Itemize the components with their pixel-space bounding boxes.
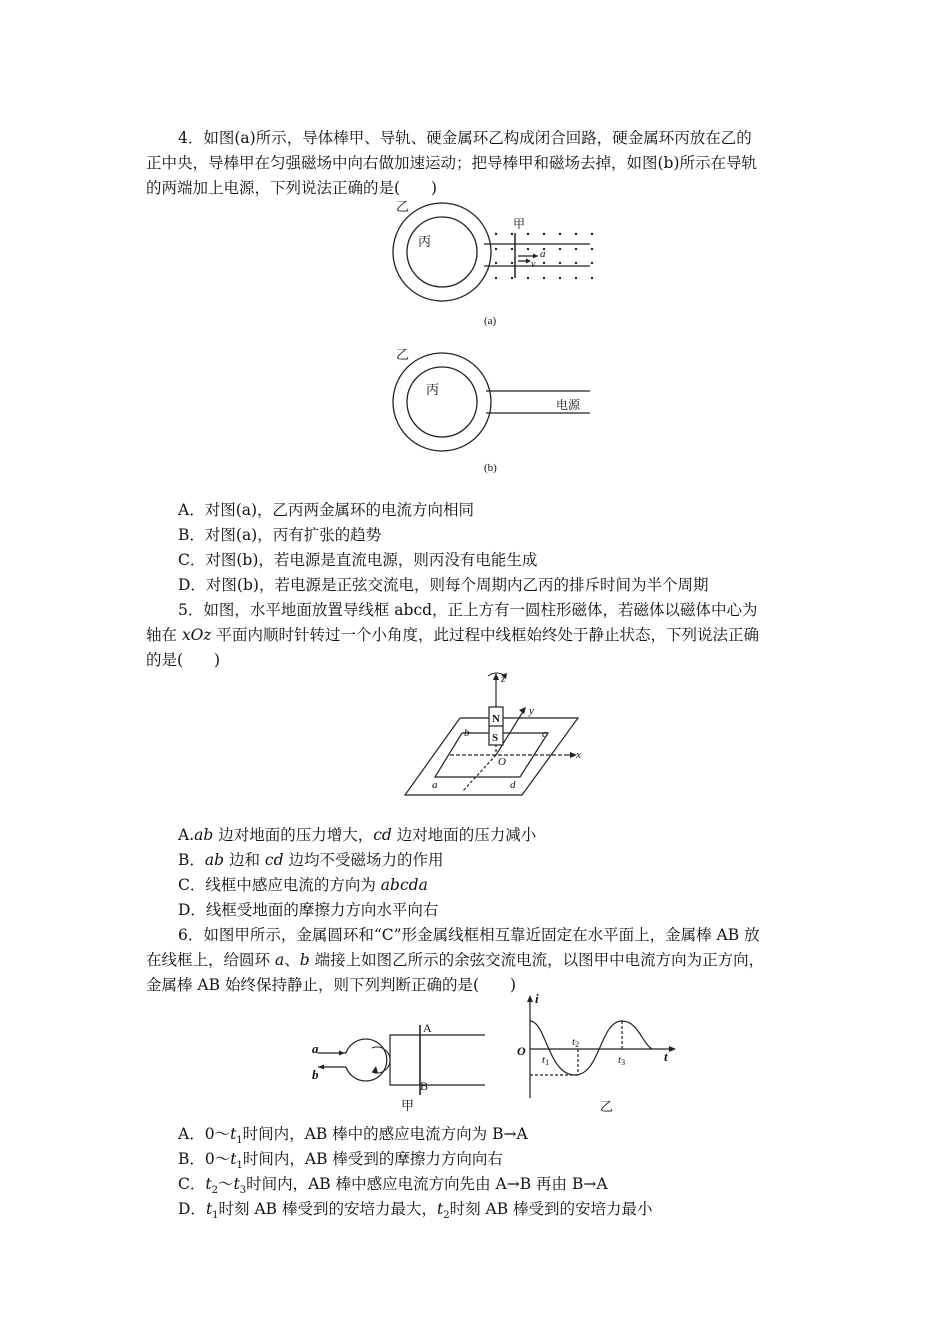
q6-b-sub: 1 — [236, 1160, 243, 1172]
tick-t1-label: t1 — [542, 1054, 550, 1067]
q6-c-sub1: 2 — [211, 1185, 218, 1197]
q5-option-c — [178, 873, 428, 897]
q6-var-a: a — [274, 951, 285, 969]
q5-line-1 — [178, 598, 758, 622]
figure-4b — [390, 348, 610, 478]
q6-line-1: 6．如图甲所示，金属圆环和“C”形金属线框相互靠近固定在水平面上，金属棒 AB 放 — [178, 926, 760, 944]
origin-label: O — [517, 1044, 526, 1058]
q5-b-var-cd: cd — [264, 851, 284, 869]
q5-c-var: abcda — [380, 876, 428, 894]
q5-a-pre: A. — [178, 826, 195, 844]
label-yi: 乙 — [396, 199, 410, 214]
q6-d-var2: t — [437, 1200, 444, 1218]
q5-b-pre: B． — [178, 851, 205, 869]
corner-a-label: a — [432, 779, 438, 791]
q6-c-mid: ～ — [217, 1175, 234, 1193]
axis-z-label: z — [501, 673, 506, 685]
q6-line-2-pre: 在线框上，给圆环 — [146, 951, 275, 969]
q5-b-var-ab: ab — [204, 851, 225, 869]
q5-plane-var: xOz — [181, 626, 212, 644]
q5-option-b — [178, 848, 443, 872]
q5-line-1-text: 5．如图，水平地面放置导线框 abcd，正上方有一圆柱形磁体，若磁体以磁体中心为 — [178, 601, 758, 619]
q4-option-d: D．对图(b)，若电源是正弦交流电，则每个周期内乙丙的排斥时间为半个周期 — [178, 576, 709, 594]
tick-t2-label: t2 — [572, 1036, 580, 1049]
magnet-s-label: S — [492, 732, 499, 744]
corner-c-label: c — [542, 728, 547, 740]
axis-y-label: y — [529, 705, 534, 717]
caption-yi: 乙 — [600, 1099, 614, 1114]
axis-x-label: x — [576, 749, 581, 761]
i-axis-label: i — [535, 991, 539, 1006]
q5-b-post: 边均不受磁场力的作用 — [283, 851, 444, 869]
q6-d-sub1: 1 — [212, 1210, 219, 1222]
rod-end-b-label: B — [420, 1079, 429, 1093]
q5-line-2 — [146, 623, 759, 647]
q6-c-pre: C． — [178, 1175, 206, 1193]
origin-label: O — [498, 756, 506, 768]
corner-b-label: b — [464, 727, 470, 739]
q5-line-2-pre: 轴在 — [146, 626, 182, 644]
label-v: v — [531, 259, 536, 270]
q6-line-2-post: 端接上如图乙所示的余弦交流电流，以图甲中电流方向为正方向， — [309, 951, 765, 969]
q6-d-mid: 时刻 AB 棒受到的安培力最大， — [218, 1200, 437, 1218]
caption-a: (a) — [484, 315, 497, 327]
terminal-b-label: b — [312, 1067, 319, 1082]
q6-b-post: 时间内，AB 棒受到的摩擦力方向向右 — [242, 1150, 503, 1168]
q5-option-a — [178, 823, 536, 847]
metal-ring — [346, 1039, 387, 1081]
q6-a-var: t — [230, 1125, 237, 1143]
q4-line-1: 4．如图(a)所示，导体棒甲、导轨、硬金属环乙构成闭合回路，硬金属环丙放在乙的 — [178, 129, 752, 147]
label-a: a — [540, 248, 546, 260]
q6-d-post: 时刻 AB 棒受到的安培力最小 — [449, 1200, 653, 1218]
corner-d-label: d — [510, 779, 516, 791]
q6-a-sub: 1 — [236, 1135, 243, 1147]
rod-end-a-label: A — [423, 1021, 432, 1035]
q6-b-pre: B．0～ — [178, 1150, 231, 1168]
q4-line-3: 的两端加上电源，下列说法正确的是( ) — [146, 179, 438, 197]
q6-c-var1: t — [205, 1175, 212, 1193]
q5-a-mid: 边对地面的压力增大， — [213, 826, 374, 844]
caption-jia: 甲 — [401, 1098, 415, 1113]
ring-bing — [407, 367, 477, 437]
q6-var-b: b — [299, 951, 310, 969]
q4-option-b: B．对图(a)，丙有扩张的趋势 — [178, 526, 382, 544]
figure-6-yi — [512, 993, 682, 1118]
q6-d-pre: D． — [178, 1200, 206, 1218]
magnet-n-label: N — [492, 713, 500, 725]
q4-option-a: A．对图(a)，乙丙两金属环的电流方向相同 — [178, 501, 475, 519]
label-yi: 乙 — [396, 347, 410, 362]
q5-line-3: 的是( ) — [146, 651, 221, 669]
q4-line-2: 正中央，导棒甲在匀强磁场中向右做加速运动；把导棒甲和磁场去掉，如图(b)所示在导轨 — [146, 154, 758, 172]
label-power-source: 电源 — [556, 398, 581, 412]
q5-a-var-ab: ab — [194, 826, 214, 844]
q5-line-2-post: 平面内顺时针转过一个小角度，此过程中线框始终处于静止状态，下列说法正确 — [211, 626, 759, 644]
q6-b-var: t — [230, 1150, 237, 1168]
q6-line-3: 金属棒 AB 始终保持静止，则下列判断正确的是( ) — [146, 976, 517, 994]
q5-a-post: 边对地面的压力减小 — [391, 826, 537, 844]
q6-a-pre: A．0～ — [178, 1125, 231, 1143]
q6-a-post: 时间内，AB 棒中的感应电流方向为 B→A — [242, 1125, 528, 1143]
ring-yi — [393, 353, 491, 451]
q6-c-var2: t — [233, 1175, 240, 1193]
c-frame — [390, 1035, 485, 1085]
q5-b-mid: 边和 — [224, 851, 265, 869]
label-jia: 甲 — [513, 217, 526, 231]
label-bing: 丙 — [426, 382, 440, 397]
q6-c-sub2: 3 — [239, 1185, 247, 1197]
q6-option-d — [178, 1197, 653, 1228]
ring-bing — [407, 217, 477, 287]
figure-6-jia — [310, 1015, 490, 1115]
label-bing: 丙 — [418, 234, 432, 249]
figure-4a — [390, 200, 610, 330]
q6-c-post: 时间内，AB 棒中感应电流方向先由 A→B 再由 B→A — [246, 1175, 608, 1193]
q6-d-var1: t — [205, 1200, 213, 1218]
ring-yi-outer — [393, 203, 491, 301]
q4-option-c: C．对图(b)，若电源是直流电源，则丙没有电能生成 — [178, 551, 538, 569]
terminal-a-label: a — [312, 1041, 319, 1056]
q6-d-sub2: 2 — [443, 1210, 450, 1222]
q5-c-pre: C．线框中感应电流的方向为 — [178, 876, 381, 894]
t-axis-label: t — [664, 1049, 668, 1064]
q5-option-d: D．线框受地面的摩擦力方向水平向右 — [178, 901, 439, 919]
caption-b: (b) — [484, 462, 497, 474]
q5-a-var-cd: cd — [373, 826, 392, 844]
q6-sep: 、 — [284, 951, 300, 969]
tick-t3-label: t3 — [618, 1054, 626, 1067]
q6-line-2 — [146, 948, 764, 972]
figure-5 — [400, 670, 590, 805]
